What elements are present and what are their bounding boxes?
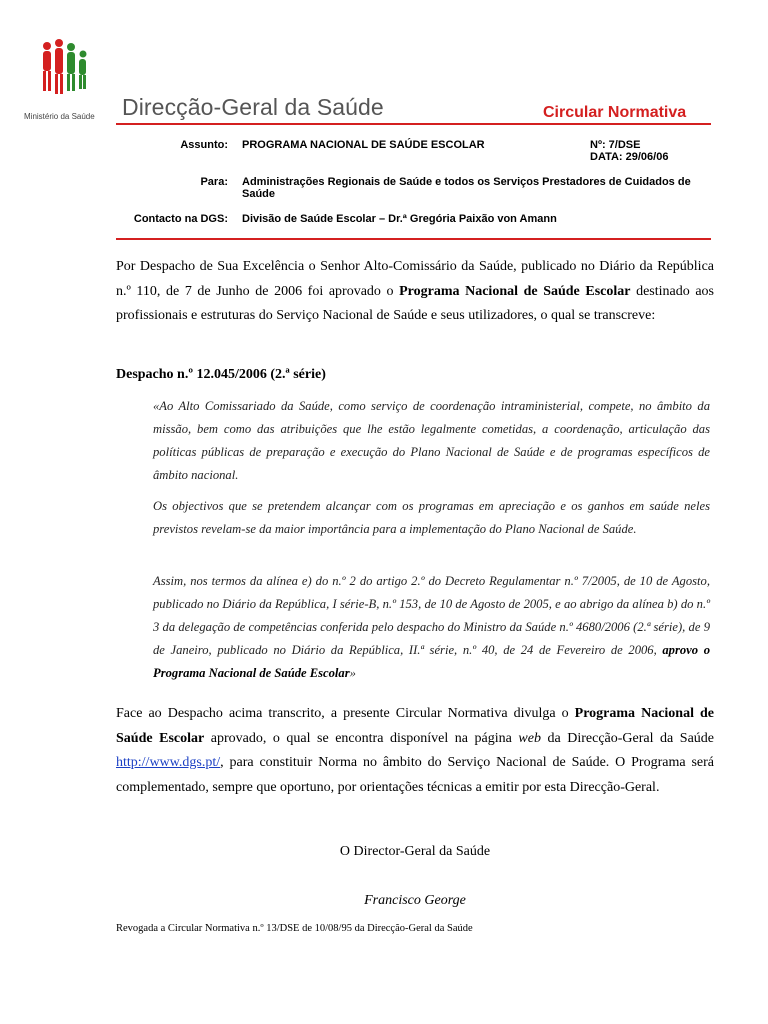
- quote-paragraph-1: «Ao Alto Comissariado da Saúde, como serviço de coordenação intraministerial, compete, no âmbito da missão, bem como das atribuições que lhe estão legalmente cometidas, a coordenação, articulação das políticas públicas de preparação e execução do Plano Nacional de Saúde e de programas específicos de âmbito nacional.: [153, 399, 710, 482]
- subject-label: Assunto:: [180, 139, 228, 151]
- intro-paragraph: Por Despacho de Sua Excelência o Senhor Alto-Comissário da Saúde, publicado no Diário da República n.º 110, de 7 de Junho de 2006 foi aprovado o Programa Nacional de Saúde Escolar destinado aos profissionais e estruturas do Serviço Nacional de Saúde e seus utilizadores, o qual se transcreve:: [116, 259, 714, 323]
- org-title: Direcção-Geral da Saúde: [122, 94, 384, 120]
- quote-paragraph-3: Assim, nos termos da alínea e) do n.º 2 do artigo 2.º do Decreto Regulamentar n.º 7/2005, de 10 de Agosto, publicado no Diário da República, I série-B, n.º 153, de 10 de Agosto de 2005, e ao abrigo da alínea b) do n.º 3 da delegação de competências conferida pelo despacho do Ministro da Saúde n.º 4680/2006 (2.ª série), de 9 de Janeiro, publicado no Diário da República, II.ª série, n.º 40, de 24 de Fevereiro de 2006, aprovo o Programa Nacional de Saúde Escolar»: [153, 574, 710, 680]
- document-type: Circular Normativa: [543, 104, 687, 121]
- ministry-logo: [38, 38, 92, 96]
- contact-value: Divisão de Saúde Escolar – Dr.ª Gregória Paixão von Amann: [242, 213, 557, 225]
- header-divider: [116, 123, 711, 125]
- circular-number: Nº: 7/DSE: [590, 139, 641, 151]
- signatory-role: O Director-Geral da Saúde: [339, 844, 491, 859]
- ministry-name: Ministério da Saúde: [24, 112, 95, 121]
- circular-date: DATA: 29/06/06: [590, 151, 669, 163]
- recipients-label: Para:: [200, 176, 228, 188]
- revocation-note: Revogada a Circular Normativa n.º 13/DSE de 10/08/95 da Direcção-Geral da Saúde: [116, 923, 473, 934]
- recipients-value: Administrações Regionais de Saúde e todos os Serviços Prestadores de Cuidados de Saúde: [242, 176, 691, 200]
- dgs-website-link[interactable]: http://www.dgs.pt/: [116, 755, 221, 770]
- subject-value: PROGRAMA NACIONAL DE SAÚDE ESCOLAR: [242, 139, 485, 151]
- program-name: Programa Nacional de Saúde Escolar: [399, 283, 631, 299]
- metadata-divider: [116, 238, 711, 240]
- quote-paragraph-2: Os objectivos que se pretendem alcançar com os programas em apreciação e os ganhos em saúde neles previstos revelam-se da maior importância para a implementação do Plano Nacional de Saúde.: [153, 499, 710, 536]
- contact-label: Contacto na DGS:: [133, 213, 228, 225]
- despacho-title: Despacho n.º 12.045/2006 (2.ª série): [116, 367, 326, 382]
- closing-paragraph: Face ao Despacho acima transcrito, a presente Circular Normativa divulga o Programa Nacional de Saúde Escolar aprovado, o qual se encontra disponível na página web da Direcção-Geral da Saúde http://www.dgs.pt/, para constituir Norma no âmbito do Serviço Nacional de Saúde. O Programa será complementado, sempre que oportuno, por orientações técnicas a emitir por esta Direcção-Geral.: [116, 706, 715, 795]
- signatory-name: Francisco George: [364, 893, 466, 908]
- approval-statement: aprovo o Programa Nacional de Saúde Escolar: [153, 643, 710, 680]
